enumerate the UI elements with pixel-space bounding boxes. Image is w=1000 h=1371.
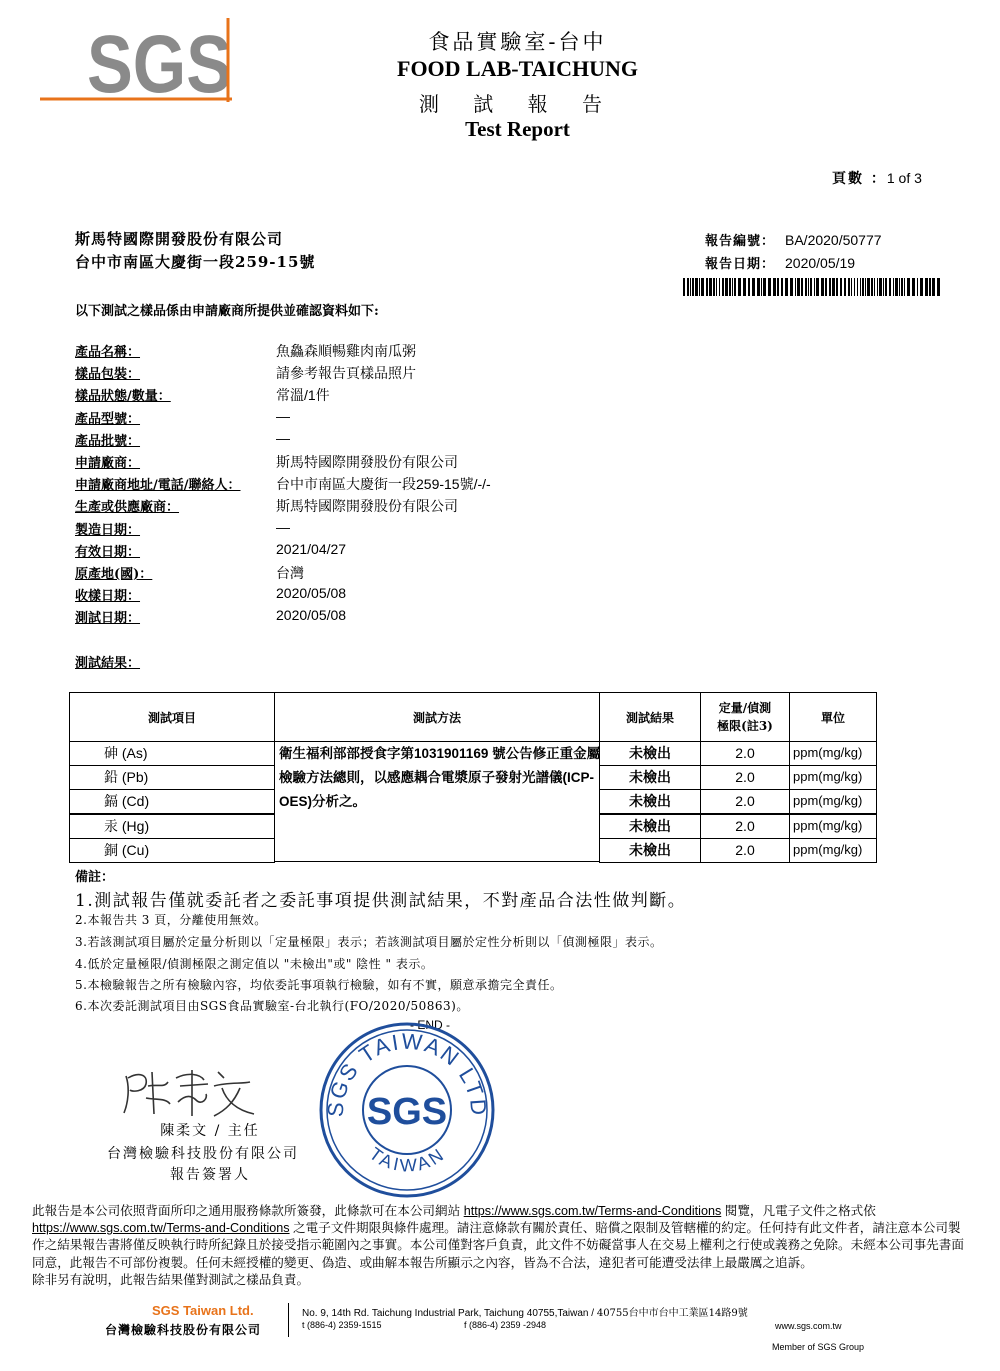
- footer-address-zh: 40755台中市台中工業區14路9號: [596, 1308, 748, 1319]
- sample-info-value: 2020/05/08: [276, 607, 347, 624]
- terms-link-2[interactable]: https://www.sgs.com.tw/Terms-and-Conditions: [32, 1221, 290, 1236]
- report-date-label: 報告日期：: [705, 257, 776, 272]
- sample-info-row: [75, 429, 290, 449]
- header-limit-line2: 極限(註3): [717, 719, 773, 733]
- sample-info-row: [75, 563, 304, 582]
- table-cell-item: 鉛 (Pb): [69, 765, 275, 790]
- table-cell-unit: ppm(mg/kg): [789, 838, 877, 863]
- table-cell-limit: 2.0: [700, 741, 790, 766]
- note-item: 4.低於定量極限/偵測極限之測定值以 "未檢出"或" 陰性 " 表示。: [75, 957, 434, 971]
- sample-info-value: 請參考報告頁樣品照片: [276, 365, 416, 382]
- table-cell-item: 砷 (As): [69, 741, 275, 766]
- svg-text:TAIWAN: [366, 1143, 450, 1175]
- table-cell-item: 銅 (Cu): [69, 838, 275, 863]
- sample-info-label: 原產地(國)：: [75, 567, 153, 582]
- footer-member: Member of SGS Group: [772, 1342, 865, 1352]
- header-item: 測試項目: [69, 692, 275, 742]
- sample-info-row: [75, 363, 416, 383]
- sample-info-label: 申請廠商地址/電話/聯絡人：: [75, 478, 241, 494]
- results-table: [69, 692, 877, 862]
- end-mark: - END -: [410, 1018, 450, 1032]
- method-text: 衛生福利部部授食字第1031901169 號公告修正重金屬檢驗方法總則，以感應耦合電漿原子發射光譜儀(ICP-OES)分析之。: [279, 746, 601, 809]
- table-cell-unit: ppm(mg/kg): [789, 765, 877, 790]
- table-cell-unit: ppm(mg/kg): [789, 789, 877, 814]
- header-limit: [700, 692, 790, 742]
- barcode: [683, 278, 943, 296]
- report-number-label: 報告編號：: [705, 234, 776, 249]
- table-cell-limit: 2.0: [700, 838, 790, 863]
- header-result: 測試結果: [599, 692, 701, 742]
- sample-info-label: 產品批號：: [75, 433, 141, 449]
- header-unit: 單位: [789, 692, 877, 742]
- footer-address: [302, 1304, 748, 1319]
- sample-info-value: 常溫/1件: [276, 387, 330, 404]
- sample-info-value: —: [276, 407, 290, 424]
- notes-title: 備註：: [75, 870, 115, 885]
- table-cell-limit: 2.0: [700, 765, 790, 790]
- table-cell-limit: 2.0: [700, 789, 790, 814]
- seal-center-text: SGS: [366, 1091, 448, 1133]
- footer-company-en: SGS Taiwan Ltd.: [152, 1303, 254, 1318]
- header-limit-line1: 定量/偵測: [718, 701, 772, 715]
- sample-info-label: 產品型號：: [75, 411, 141, 427]
- sample-info-row: [75, 540, 347, 560]
- table-cell-limit: 2.0: [700, 814, 790, 839]
- sample-info-value: —: [276, 518, 290, 535]
- table-cell-result: 未檢出: [599, 814, 701, 839]
- table-cell-unit: ppm(mg/kg): [789, 814, 877, 839]
- sample-info-label: 測試日期：: [75, 611, 141, 627]
- note-item: 2.本報告共 3 頁，分離使用無效。: [75, 913, 267, 927]
- sample-info-value: —: [276, 429, 290, 446]
- client-address: 台中市南區大慶街一段259-15號: [75, 253, 316, 271]
- table-cell-item: 汞 (Hg): [69, 814, 275, 839]
- report-number: [705, 230, 882, 249]
- sample-info-label: 製造日期：: [75, 522, 141, 538]
- sample-info-row: [75, 496, 458, 516]
- sample-info-label: 有效日期：: [75, 544, 141, 560]
- report-number-value: BA/2020/50777: [785, 232, 882, 248]
- sample-info-value: 2021/04/27: [276, 540, 347, 557]
- seal-bottom-text: TAIWAN: [365, 1143, 450, 1176]
- footer-divider: [288, 1303, 289, 1337]
- handwritten-signature: [118, 1058, 258, 1118]
- table-cell-result: 未檢出: [599, 789, 701, 814]
- seal-top-text: SGS TAIWAN LTD: [322, 1028, 492, 1118]
- sample-info-label: 申請廠商：: [75, 456, 141, 471]
- disclaimer-part4: 除非另有說明，此報告結果僅對測試之樣品負責。: [32, 1272, 310, 1287]
- footer-address-en: No. 9, 14th Rd. Taichung Industrial Park, Taichung 40755,Taiwan /: [302, 1308, 597, 1319]
- footer-fax: f (886-4) 2359 -2948: [464, 1320, 547, 1330]
- footer-tel: t (886-4) 2359-1515: [302, 1320, 382, 1330]
- signatory-name: 陳柔文 / 主任: [160, 1123, 260, 1139]
- lab-name-zh: 食品實驗室-台中: [428, 30, 607, 54]
- disclaimer-part1: 此報告是本公司依照背面所印之通用服務條款所簽發，此條款可在本公司網站: [32, 1204, 464, 1218]
- sample-info-row: [75, 518, 290, 538]
- note-item: 1.測試報告僅就委託者之委託事項提供測試結果，不對產品合法性做判斷。: [75, 891, 687, 911]
- note-item: 5.本檢驗報告之所有檢驗內容，均依委託事項執行檢驗，如有不實，願意承擔完全責任。: [75, 978, 563, 992]
- footer-company-zh: 台灣檢驗科技股份有限公司: [105, 1323, 262, 1337]
- terms-link[interactable]: https://www.sgs.com.tw/Terms-and-Conditions: [463, 1204, 722, 1218]
- sample-info-value: 斯馬特國際開發股份有限公司: [276, 454, 458, 470]
- disclaimer-part2: 閱覽，凡電子文件之格式依: [721, 1204, 876, 1218]
- results-title: 測試結果：: [75, 656, 141, 671]
- sgs-logo-text: SGS: [87, 19, 232, 110]
- sample-info-row: [75, 407, 290, 427]
- sample-info-row: [75, 607, 347, 627]
- report-title-zh: 測 試 報 告: [418, 92, 617, 116]
- disclaimer: [32, 1203, 972, 1289]
- sample-info-row: [75, 385, 330, 405]
- sample-info-label: 樣品包裝：: [75, 367, 141, 383]
- table-cell-result: 未檢出: [599, 765, 701, 790]
- sample-info-row: [75, 585, 347, 605]
- lab-name-en: FOOD LAB-TAICHUNG: [397, 56, 638, 81]
- report-title-en: Test Report: [465, 117, 570, 141]
- sample-info-label: 生產或供應廠商：: [75, 500, 180, 516]
- signatory-company: 台灣檢驗科技股份有限公司: [107, 1146, 299, 1162]
- report-date: [705, 253, 855, 272]
- sample-info-value: 斯馬特國際開發股份有限公司: [276, 498, 458, 515]
- sample-info-row: [75, 474, 491, 494]
- sample-info-label: 產品名稱：: [75, 345, 141, 360]
- page-label: 頁數 ：: [832, 171, 887, 187]
- footer-website[interactable]: www.sgs.com.tw: [775, 1321, 842, 1331]
- signatory-role: 報告簽署人: [170, 1167, 250, 1183]
- header-method: 測試方法: [274, 692, 600, 742]
- table-cell-item: 鎘 (Cd): [69, 789, 275, 814]
- sample-info-row: [75, 341, 416, 360]
- report-date-value: 2020/05/19: [785, 255, 856, 271]
- sample-info-value: 台灣: [276, 565, 304, 581]
- sample-info-value: 台中市南區大慶街一段259-15號/-/-: [276, 476, 491, 493]
- sgs-logo: [40, 18, 235, 108]
- table-cell-result: 未檢出: [599, 838, 701, 863]
- sgs-seal-stamp: [315, 1018, 500, 1198]
- disclaimer-part3: 之電子文件期限與條件處理。請注意條款有關於責任、賠償之限制及管轄權的約定。任何持有此文件者，請注意本公司製作之結果報告書將僅反映執行時所紀錄且於接受指示範圍內之事實。本公司僅對客戶負責，此文件不妨礙當事人在交易上權利之行使或義務之免除。未經本公司事先書面同意，此報告不可部份複製。任何未經授權的變更、偽造、或曲解本報告所顯示之內容，皆為不合法，違犯者可能遭受法律上最嚴厲之追訴。: [32, 1221, 964, 1270]
- client-name: 斯馬特國際開發股份有限公司: [75, 230, 284, 248]
- sample-info-row: [75, 452, 458, 471]
- table-cell-result: 未檢出: [599, 741, 701, 766]
- sample-info-value: 魚鱻森順暢雞肉南瓜粥: [276, 343, 416, 359]
- note-item: 3.若該測試項目屬於定量分析則以「定量極限」表示；若該測試項目屬於定性分析則以「偵測極限」表示。: [75, 935, 663, 949]
- table-cell-unit: ppm(mg/kg): [789, 741, 877, 766]
- sample-info-label: 樣品狀態/數量：: [75, 389, 171, 405]
- sample-info-label: 收樣日期：: [75, 589, 141, 605]
- intro-text: 以下測試之樣品係由申請廠商所提供並確認資料如下:: [75, 304, 379, 319]
- sample-info-value: 2020/05/08: [276, 585, 347, 602]
- page-value: 1 of 3: [886, 170, 922, 186]
- note-item: 6.本次委託測試項目由SGS食品實驗室-台北執行(FO/2020/50863)。: [75, 999, 469, 1013]
- page-number: [832, 168, 922, 188]
